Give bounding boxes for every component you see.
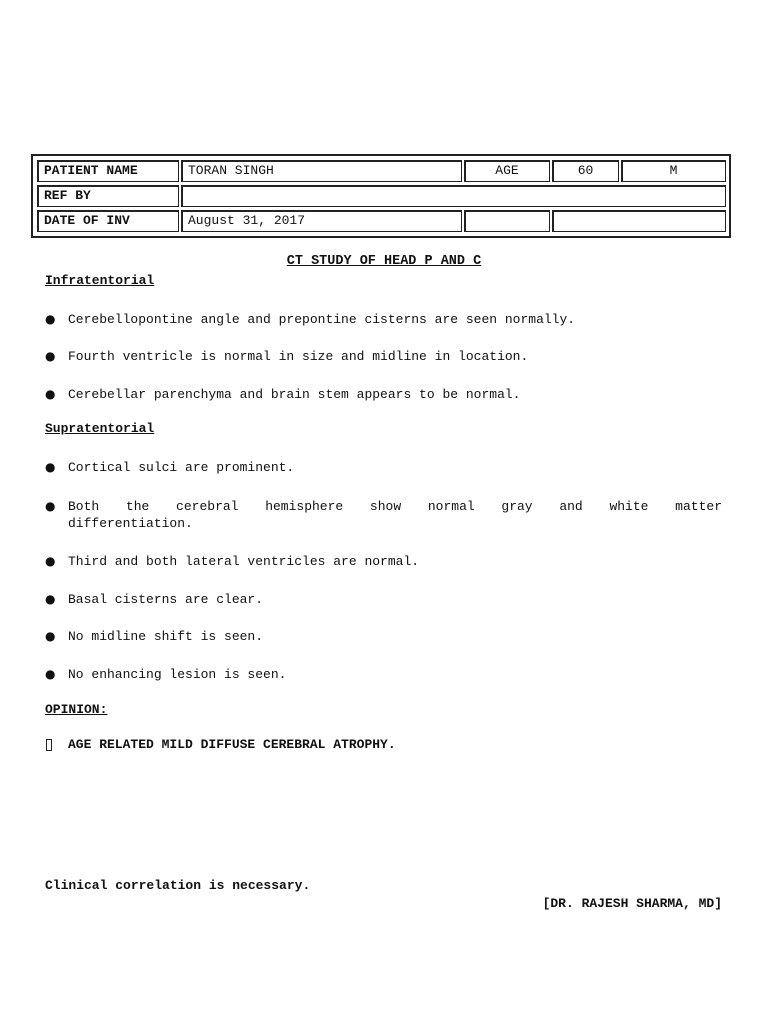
bullet-icon: ● xyxy=(45,592,56,606)
sex-value: M xyxy=(621,160,726,182)
ref-by-label: REF BY xyxy=(37,185,179,207)
bullet-icon: ● xyxy=(45,349,56,363)
list-item xyxy=(45,498,722,532)
list-item xyxy=(45,628,722,645)
age-label: AGE xyxy=(464,160,550,182)
report-title: CT STUDY OF HEAD P AND C xyxy=(286,254,482,269)
clinical-note: Clinical correlation is necessary. xyxy=(45,878,311,893)
patient-info-table xyxy=(31,154,731,238)
date-value: August 31, 2017 xyxy=(181,210,462,232)
supratentorial-item-6: No enhancing lesion is seen. xyxy=(68,667,287,682)
opinion-heading: OPINION: xyxy=(45,702,108,717)
supratentorial-item-2-line-2: differentiation. xyxy=(68,516,193,531)
list-item xyxy=(45,386,722,403)
bullet-icon: ● xyxy=(45,499,56,513)
list-item xyxy=(45,348,722,365)
opinion-item xyxy=(45,737,396,752)
patient-name-value: TORAN SINGH xyxy=(181,160,462,182)
ref-by-value xyxy=(181,185,726,207)
bullet-icon: ● xyxy=(45,629,56,643)
list-item xyxy=(45,666,722,683)
list-item xyxy=(45,459,722,476)
infratentorial-item-1: Cerebellopontine angle and prepontine cisterns are seen normally. xyxy=(68,312,576,327)
supratentorial-item-1: Cortical sulci are prominent. xyxy=(68,460,295,475)
bullet-icon: ● xyxy=(45,312,56,326)
list-item xyxy=(45,553,722,570)
supratentorial-item-3: Third and both lateral ventricles are normal. xyxy=(68,554,420,569)
date-label: DATE OF INV xyxy=(37,210,179,232)
infratentorial-heading: Infratentorial xyxy=(45,273,155,288)
empty-cell-2 xyxy=(552,210,726,232)
bullet-icon: ● xyxy=(45,554,56,568)
bullet-icon: ● xyxy=(45,667,56,681)
opinion-text: AGE RELATED MILD DIFFUSE CEREBRAL ATROPHY. xyxy=(68,737,396,752)
doctor-signature: [DR. RAJESH SHARMA, MD] xyxy=(542,896,722,911)
list-item xyxy=(45,591,722,608)
bullet-icon: ● xyxy=(45,460,56,474)
infratentorial-item-2: Fourth ventricle is normal in size and midline in location. xyxy=(68,349,529,364)
infratentorial-item-3: Cerebellar parenchyma and brain stem appears to be normal. xyxy=(68,387,521,402)
supratentorial-item-5: No midline shift is seen. xyxy=(68,629,264,644)
checkbox-icon xyxy=(46,739,52,751)
patient-name-label: PATIENT NAME xyxy=(37,160,179,182)
empty-cell-1 xyxy=(464,210,550,232)
supratentorial-heading: Supratentorial xyxy=(45,421,155,436)
supratentorial-item-2-line-1: Both the cerebral hemisphere show normal gray and white matter xyxy=(68,499,722,514)
supratentorial-item-4: Basal cisterns are clear. xyxy=(68,592,264,607)
age-value: 60 xyxy=(552,160,619,182)
list-item xyxy=(45,311,722,328)
bullet-icon: ● xyxy=(45,387,56,401)
